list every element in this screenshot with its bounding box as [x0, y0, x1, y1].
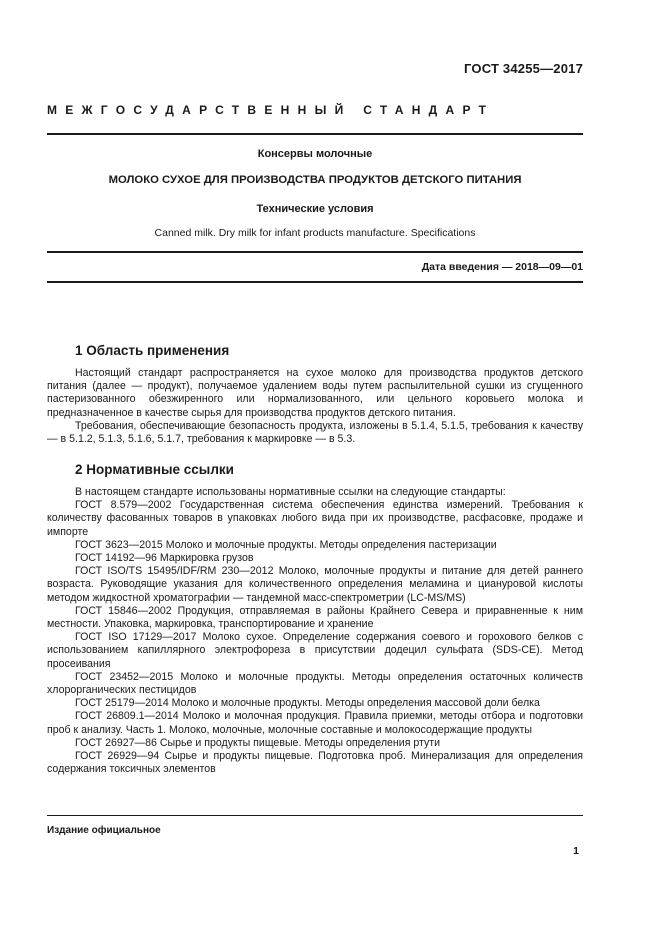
reference-item: ГОСТ ISO 17129—2017 Молоко сухое. Определение содержания соевого и горохового белков с использованием капиллярного электрофореза в присутствии додецил сульфата (SDS-CE). Метод просеивания: [47, 631, 583, 670]
paragraph: В настоящем стандарте использованы нормативные ссылки на следующие стандарты:: [75, 486, 506, 498]
section-references: [47, 462, 583, 776]
footer-rule: [47, 815, 583, 816]
group-title: Консервы молочные: [257, 148, 373, 160]
main-title: МОЛОКО СУХОЕ ДЛЯ ПРОИЗВОДСТВА ПРОДУКТОВ ДЕТСКОГО ПИТАНИЯ: [108, 174, 522, 186]
reference-item: ГОСТ 3623—2015 Молоко и молочные продукты. Методы определения пастеризации: [75, 538, 497, 551]
header-rule: [47, 133, 583, 135]
reference-item: ГОСТ 8.579—2002 Государственная система обеспечения единства измерений. Требования к количеству фасованных товаров в упаковках любого вида при их производстве, расфасовке, продаже и импорте: [47, 499, 583, 538]
reference-item: ГОСТ 26809.1—2014 Молоко и молочная продукция. Правила приемки, методы отбора и подготовки проб к анализу. Часть 1. Молоко, молочные, молочные составные и молокосодержащие продукты: [47, 710, 583, 736]
section-heading: 2 Нормативные ссылки: [75, 462, 234, 477]
reference-item: ГОСТ 26929—94 Сырье и продукты пищевые. Подготовка проб. Минерализация для определения содержания токсичных элементов: [47, 750, 583, 776]
section-heading: 1 Область применения: [75, 343, 230, 358]
intro-date: Дата введения — 2018—09—01: [421, 261, 583, 273]
section-scope: [47, 343, 583, 446]
reference-item: ГОСТ ISO/TS 15495/IDF/RM 230—2012 Молоко, молочные продукты и питание для детей раннего возраста. Руководящие указания для количественного определения меламина и циануровой кислоты методом жидкостной хроматографии — тандемной масс-спектрометрии (LC-MS/MS): [47, 565, 583, 604]
paragraph: Настоящий стандарт распространяется на сухое молоко для производства продуктов детского питания (далее — продукт), получаемое удалением воды путем распылительной сушки из сгущенного пастеризованного обезжиренного или нормализованного, или цельного коровьего молока и предназначенное в качестве сырья для производства продуктов детского питания.: [47, 367, 583, 419]
page-number: 1: [573, 845, 579, 857]
date-rule: [47, 281, 583, 283]
english-title: Canned milk. Dry milk for infant products manufacture. Specifications: [154, 227, 476, 239]
reference-item: ГОСТ 23452—2015 Молоко и молочные продукты. Методы определения остаточных количеств хлорорганических пестицидов: [47, 670, 583, 697]
document-number: ГОСТ 34255—2017: [464, 61, 583, 76]
edition-label: Издание официальное: [47, 825, 161, 836]
paragraph: Требования, обеспечивающие безопасность продукта, изложены в 5.1.4, 5.1.5, требования к качеству — в 5.1.2, 5.1.3, 5.1.6, 5.1.7, требования к маркировке — в 5.3.: [47, 419, 583, 446]
subtitle: Технические условия: [256, 203, 374, 215]
reference-item: ГОСТ 14192—96 Маркировка грузов: [75, 552, 254, 565]
standard-type-label: МЕЖГОСУДАРСТВЕННЫЙ СТАНДАРТ: [47, 103, 495, 117]
reference-item: ГОСТ 25179—2014 Молоко и молочные продукты. Методы определения массовой доли белка: [75, 697, 540, 710]
title-rule: [47, 251, 583, 253]
reference-item: ГОСТ 15846—2002 Продукция, отправляемая в районы Крайнего Севера и приравненные к ним местности. Упаковка, маркировка, транспортирование и хранение: [47, 604, 583, 631]
reference-item: ГОСТ 26927—86 Сырье и продукты пищевые. Методы определения ртути: [75, 736, 441, 749]
